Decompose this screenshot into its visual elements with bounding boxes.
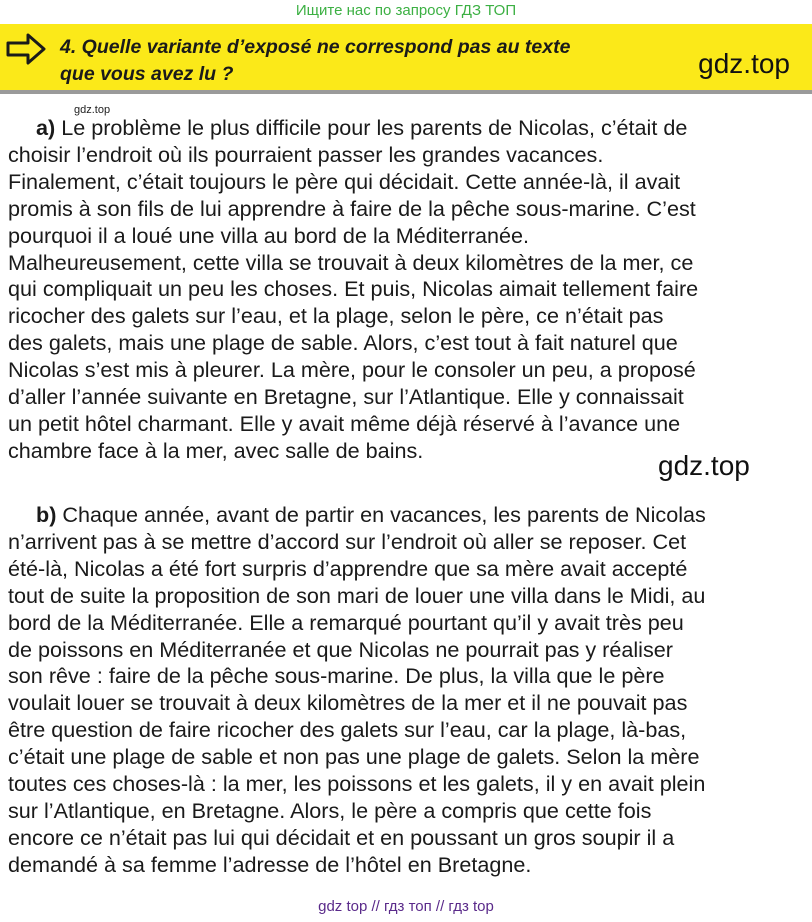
variant-b-line: de poissons en Méditerranée et que Nicolas ne pourrait pas y réaliser	[8, 636, 673, 662]
variant-b-line: été-là, Nicolas a été fort surpris d’apprendre que sa mère avait accepté	[8, 555, 688, 581]
variant-a-line: choisir l’endroit où ils pourraient passer les grandes vacances.	[8, 141, 604, 167]
top-link[interactable]: Ищите нас по запросу ГДЗ ТОП	[295, 2, 517, 19]
variant-b-line: bord de la Méditerranée. Elle a remarqué pourtant qu’il y avait très peu	[8, 609, 684, 635]
variant-b-line: être question de faire ricocher des galets sur l’eau, car la plage, là-bas,	[8, 717, 687, 743]
variant-a-line: Malheureusement, cette villa se trouvait à deux kilomètres de la mer, ce	[8, 249, 694, 275]
variant-a-line: qui compliquait un peu les choses. Et puis, Nicolas aimait tellement faire	[8, 276, 699, 302]
variant-a-line: Nicolas s’est mis à pleurer. La mère, pour le consoler un peu, a proposé	[8, 357, 696, 383]
variant-b-line: encore ce n’était pas lui qui décidait et en poussant un gros soupir il a	[8, 824, 675, 850]
variant-b-line: voulait louer se trouvait à deux kilomètres de la mer et il ne pouvait pas	[8, 690, 688, 716]
variant-a-line: ricocher des galets sur l’eau, et la plage, selon le père, ce n’était pas	[8, 303, 664, 329]
variant-b-text	[8, 502, 804, 879]
small-brand-watermark: gdz.top	[74, 104, 111, 116]
variant-b-line: demandé à sa femme l’adresse de l’hôtel en Bretagne.	[8, 851, 532, 877]
variant-a-line: promis à son fils de lui apprendre à faire de la pêche sous-marine. C’est	[8, 195, 696, 221]
variant-b-line: n’arrivent pas à se mettre d’accord sur l’endroit où aller se reposer. Cet	[8, 528, 687, 554]
variant-a-label: a)	[36, 115, 56, 140]
brand-watermark: gdz.top	[698, 48, 790, 79]
task-title	[60, 34, 700, 88]
task-banner	[0, 24, 812, 94]
variant-b-line: toutes ces choses-là : la mer, les poissons et les galets, il y en avait plein	[8, 771, 706, 797]
variant-a-line: Finalement, c’était toujours le père qui décidait. Cette année-là, il avait	[8, 168, 681, 194]
variant-b-line: b) Chaque année, avant de partir en vacances, les parents de Nicolas	[36, 502, 706, 527]
variant-a-line: des galets, mais une plage de sable. Alors, c’est tout à fait naturel que	[8, 330, 678, 356]
variant-a-line: d’aller l’année suivante en Bretagne, sur l’Atlantique. Elle y connaissait	[8, 384, 684, 410]
variant-b-line: sur l’Atlantique, en Bretagne. Alors, le père a compris que cette fois	[8, 797, 652, 823]
variant-b-line: c’était une plage de sable et non pas une plage de galets. Selon la mère	[8, 744, 700, 770]
variant-a-line: chambre face à la mer, avec salle de bains.	[8, 437, 424, 463]
task-title-line1: 4. Quelle variante d’exposé ne correspond pas au texte	[60, 36, 571, 58]
brand-watermark-mid: gdz.top	[658, 450, 750, 481]
footer-links[interactable]: gdz top // гдз топ // гдз top	[318, 898, 494, 915]
variant-a-text	[8, 115, 804, 465]
variant-a-line: pourquoi il a loué une villa au bord de la Méditerranée.	[8, 222, 529, 248]
variant-b-line: son rêve : faire de la pêche sous-marine. De plus, la villa que le père	[8, 663, 665, 689]
variant-a-line: a) Le problème le plus difficile pour les parents de Nicolas, c’était de	[36, 115, 688, 140]
variant-b-label: b)	[36, 502, 57, 527]
task-title-line2: que vous avez lu ?	[60, 63, 234, 85]
variant-a-line: un petit hôtel charmant. Elle y avait même déjà réservé à l’avance une	[8, 410, 681, 436]
variant-b-line: tout de suite la proposition de son mari de louer une villa dans le Midi, au	[8, 582, 706, 608]
arrow-right-icon	[6, 32, 48, 66]
